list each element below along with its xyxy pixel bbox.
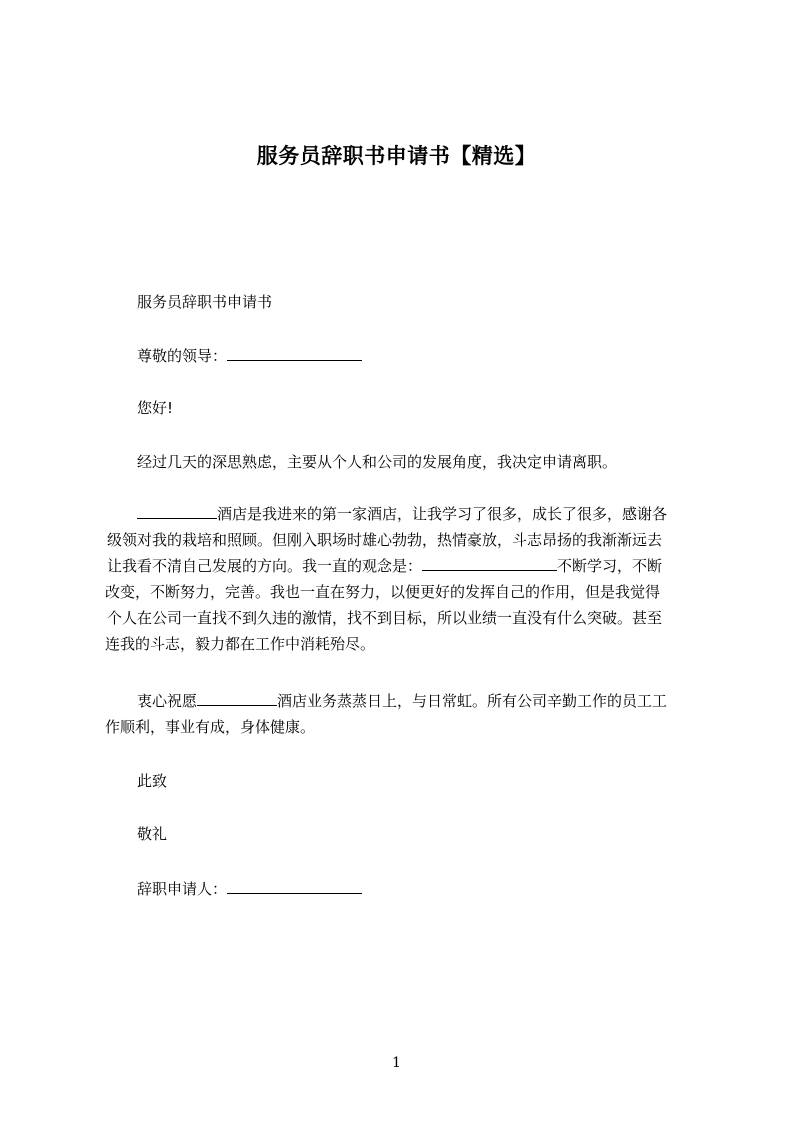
paragraph-2-row-6: 连我的斗志，毅力都在工作中消耗殆尽。 <box>105 635 376 653</box>
salutation-line <box>137 345 362 366</box>
paragraph-3 <box>105 688 701 740</box>
paragraph-2 <box>105 501 701 657</box>
paragraph-1: 经过几天的深思熟虑，主要从个人和公司的发展角度，我决定申请离职。 <box>137 453 618 471</box>
closing-line-2: 敬礼 <box>137 825 168 843</box>
signature-label: 辞职申请人： <box>137 880 228 898</box>
signature-line <box>137 878 362 899</box>
closing-line-1: 此致 <box>137 772 168 790</box>
hotel-name-blank <box>137 503 217 519</box>
recipient-blank <box>227 345 362 361</box>
page-number: 1 <box>392 1055 401 1071</box>
hotel-name-blank-2 <box>197 690 277 706</box>
document-title: 服务员辞职书申请书【精选】 <box>256 144 537 168</box>
paragraph-3-row-1: 衷心祝愿 酒店业务蒸蒸日上，与日常虹。所有公司辛勤工作的员工工 <box>137 692 668 710</box>
paragraph-3-row-2: 作顺利，事业有成，身体健康。 <box>105 718 316 736</box>
signature-blank <box>227 878 362 894</box>
paragraph-2-row-2: 级领对我的栽培和照顾。但刚入职场时雄心勃勃，热情豪放，斗志昂扬的我渐渐远去 <box>107 531 663 549</box>
salutation-text: 尊敬的领导： <box>137 347 228 365</box>
paragraph-2-row-3: 让我看不清自己发展的方向。我一直的观念是： 不断学习，不断 <box>107 557 663 575</box>
paragraph-2-row-5: 个人在公司一直找不到久违的激情，找不到目标，所以业绩一直没有什么突破。甚至 <box>107 609 663 627</box>
greeting-line: 您好! <box>137 399 174 417</box>
heading-line: 服务员辞职书申请书 <box>137 293 273 311</box>
paragraph-2-row-4: 改变，不断努力，完善。我也一直在努力，以便更好的发挥自己的作用，但是我觉得 <box>105 583 661 601</box>
paragraph-2-row-1: 酒店是我进来的第一家酒店，让我学习了很多，成长了很多，感谢各 <box>105 501 701 527</box>
concept-blank <box>422 555 557 571</box>
